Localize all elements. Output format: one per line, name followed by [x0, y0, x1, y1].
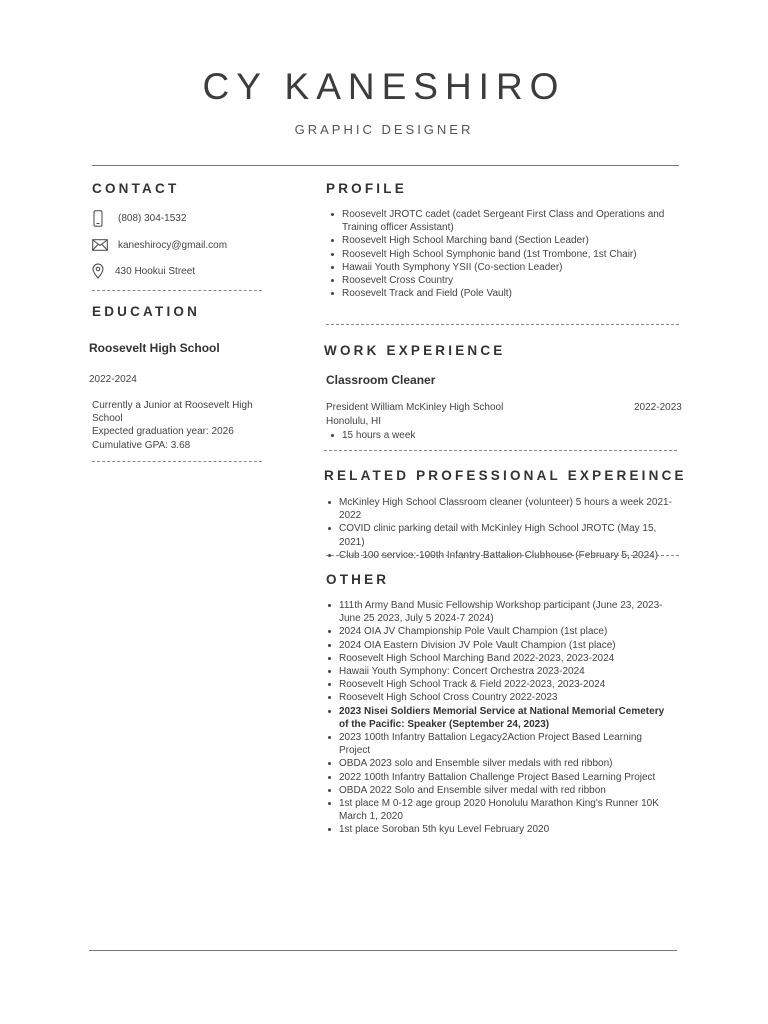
list-item: 2022 100th Infantry Battalion Challenge Project Based Learning Project	[325, 771, 671, 784]
header-divider	[92, 165, 679, 166]
work-heading: WORK EXPERIENCE	[324, 343, 506, 358]
list-item: McKinley High School Classroom cleaner (volunteer) 5 hours a week 2021-2022	[325, 496, 680, 522]
school-name: Roosevelt High School	[89, 341, 220, 355]
list-item: 1st place M 0-12 age group 2020 Honolulu Marathon King's Runner 10K March 1, 2020	[325, 797, 671, 823]
list-item: Roosevelt High School Track & Field 2022-2023, 2023-2024	[325, 678, 671, 691]
footer-divider	[89, 950, 677, 951]
contact-divider	[92, 290, 262, 291]
list-item: 2024 OIA Eastern Division JV Pole Vault Champion (1st place)	[325, 639, 671, 652]
list-item: Hawaii Youth Symphony YSII (Co-section Leader)	[328, 261, 680, 274]
related-divider	[326, 555, 679, 556]
list-item: 1st place Soroban 5th kyu Level February 2020	[325, 823, 671, 836]
list-item: Roosevelt Cross Country	[328, 274, 680, 287]
list-item: COVID clinic parking detail with McKinley High School JROTC (May 15, 2021)	[325, 522, 680, 548]
contact-address	[92, 263, 195, 279]
email-text: kaneshirocy@gmail.com	[118, 239, 228, 251]
address-text: 430 Hookui Street	[115, 265, 196, 277]
list-item: Roosevelt Track and Field (Pole Vault)	[328, 287, 680, 300]
list-item: OBDA 2023 solo and Ensemble silver medals with red ribbon)	[325, 757, 671, 770]
related-heading: RELATED PROFESSIONAL EXPEREINCE	[324, 468, 687, 483]
list-item: OBDA 2022 Solo and Ensemble silver medal with red ribbon	[325, 784, 671, 797]
profile-list	[328, 208, 680, 300]
contact-heading: CONTACT	[92, 181, 180, 196]
education-line: Cumulative GPA: 3.68	[92, 439, 191, 451]
other-heading: OTHER	[326, 572, 390, 587]
list-item: 111th Army Band Music Fellowship Workshop participant (June 23, 2023-June 25 2023, July 5 2024-7 2024)	[325, 599, 671, 625]
employer-name: President William McKinley High School	[326, 402, 504, 413]
other-list	[325, 599, 671, 837]
job-title-item: Classroom Cleaner	[326, 373, 436, 387]
education-years: 2022-2024	[89, 374, 137, 385]
education-line: Expected graduation year: 2026	[92, 426, 234, 438]
education-divider	[92, 461, 262, 462]
profile-divider	[326, 324, 679, 325]
list-item: Roosevelt High School Symphonic band (1st Trombone, 1st Chair)	[328, 248, 680, 261]
education-details	[92, 399, 257, 452]
location-pin-icon	[92, 263, 104, 279]
education-line: Currently a Junior at Roosevelt High School	[92, 400, 253, 425]
list-item: Roosevelt JROTC cadet (cadet Sergeant First Class and Operations and Training officer Assistant)	[328, 208, 680, 234]
list-item: 2023 Nisei Soldiers Memorial Service at National Memorial Cemetery of the Pacific: Speaker (September 24, 2023)	[325, 705, 671, 731]
work-bullets	[328, 429, 628, 442]
work-divider	[324, 450, 677, 451]
list-item: 2024 OIA JV Championship Pole Vault Champion (1st place)	[325, 625, 671, 638]
contact-email	[92, 239, 227, 251]
profile-heading: PROFILE	[326, 181, 407, 196]
list-item: 2023 100th Infantry Battalion Legacy2Action Project Based Learning Project	[325, 731, 671, 757]
related-list	[325, 496, 680, 562]
mail-icon	[92, 239, 108, 251]
list-item: Hawaii Youth Symphony: Concert Orchestra 2023-2024	[325, 665, 671, 678]
list-item: Roosevelt High School Marching band (Section Leader)	[328, 234, 680, 247]
candidate-name: CY KANESHIRO	[202, 66, 566, 107]
phone-text: (808) 304-1532	[118, 213, 187, 224]
list-item: Club 100 service: 100th Infantry Battalion Clubhouse (February 5, 2024)	[325, 549, 680, 562]
list-item: 15 hours a week	[328, 429, 628, 442]
work-location: Honolulu, HI	[326, 416, 382, 427]
education-heading: EDUCATION	[92, 304, 201, 319]
work-dates: 2022-2023	[634, 402, 682, 413]
job-title: GRAPHIC DESIGNER	[294, 122, 474, 137]
list-item: Roosevelt High School Cross Country 2022-2023	[325, 691, 671, 704]
phone-icon	[92, 210, 104, 227]
contact-phone	[92, 210, 186, 227]
list-item: Roosevelt High School Marching Band 2022-2023, 2023-2024	[325, 652, 671, 665]
